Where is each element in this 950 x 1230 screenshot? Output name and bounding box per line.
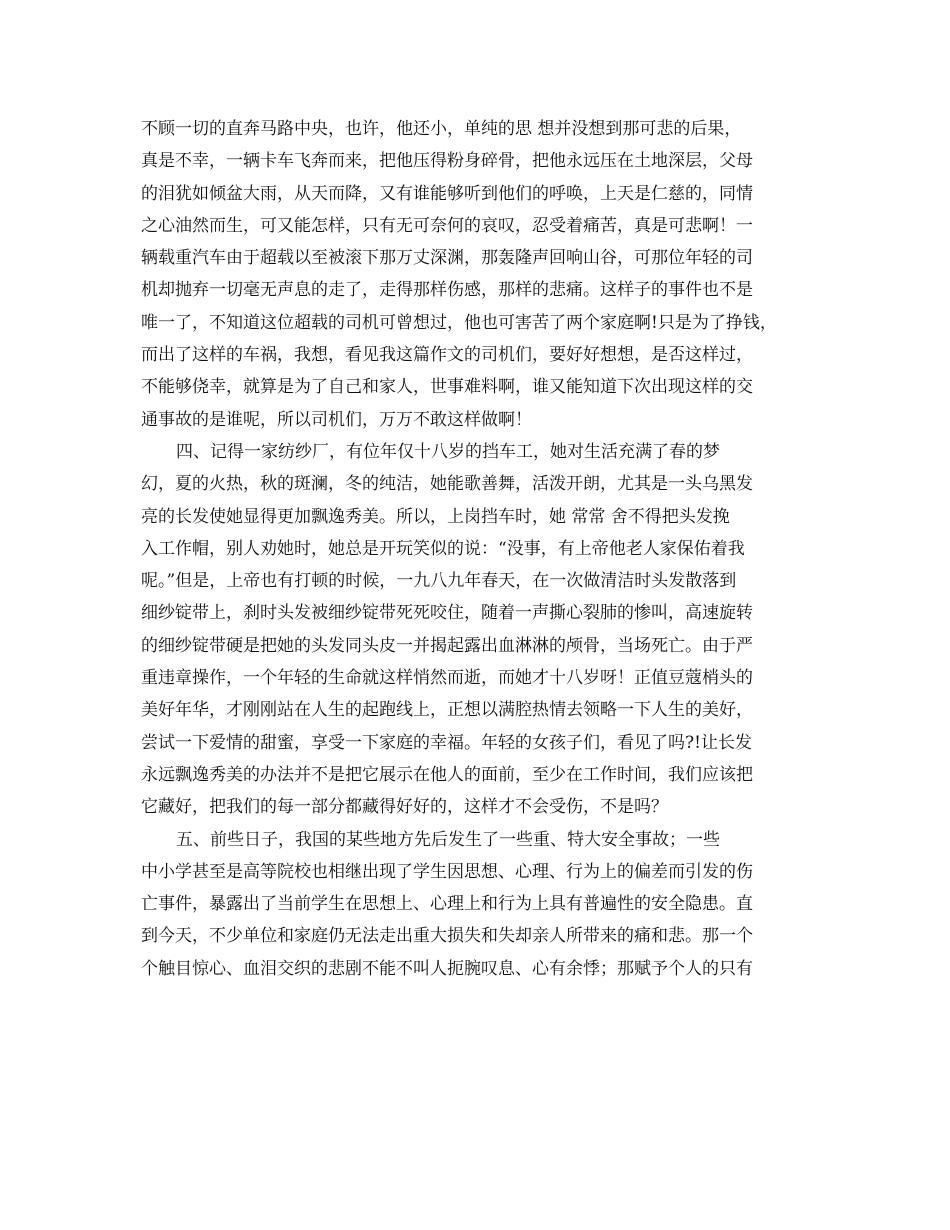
text-line: 唯一了，不知道这位超载的司机可曾想过，他也可害苦了两个家庭啊!只是为了挣钱， bbox=[141, 312, 777, 333]
text-line: 四、记得一家纺纱厂，有位年仅十八岁的挡车工，她对生活充满了春的梦 bbox=[176, 441, 720, 462]
text-line: 中小学甚至是高等院校也相继出现了学生因思想、心理、行为上的偏差而引发的伤 bbox=[141, 861, 753, 882]
text-line: 细纱锭带上，刹时头发被细纱锭带死死咬住，随着一声撕心裂肺的惨叫，高速旋转 bbox=[141, 603, 753, 624]
text-line: 个触目惊心、血泪交织的悲剧不能不叫人扼腕叹息、心有余悸；那赋予个人的只有 bbox=[141, 958, 753, 979]
text-line: 不顾一切的直奔马路中央，也许，他还小，单纯的思 想并没想到那可悲的后果， bbox=[141, 119, 742, 139]
text-line: 重违章操作，一个年轻的生命就这样悄然而逝，而她才十八岁呀！正值豆蔻梢头的 bbox=[141, 668, 753, 689]
text-line: 不能够侥幸，就算是为了自己和家人，世事难料啊，谁又能知道下次出现这样的交 bbox=[141, 377, 753, 398]
text-line: 辆载重汽车由于超载以至被滚下那万丈深渊，那轰隆声回响山谷，可那位年轻的司 bbox=[141, 248, 753, 269]
text-line: 亮的长发使她显得更加飘逸秀美。所以，上岗挡车时，她 常常 舍不得把头发挽 bbox=[141, 506, 730, 527]
text-line: 到今天，不少单位和家庭仍无法走出重大损失和失却亲人所带来的痛和悲。那一个 bbox=[141, 926, 753, 947]
text-line: 机却抛弃一切毫无声息的走了，走得那样伤感，那样的悲痛。这样子的事件也不是 bbox=[141, 280, 753, 301]
text-line: 的泪犹如倾盆大雨，从天而降，又有谁能够听到他们的呼唤，上天是仁慈的，同情 bbox=[141, 183, 753, 204]
text-line: 尝试一下爱情的甜蜜，享受一下家庭的幸福。年轻的女孩子们，看见了吗?!让长发 bbox=[141, 732, 752, 753]
text-line: 而出了这样的车祸，我想，看见我这篇作文的司机们，要好好想想，是否这样过， bbox=[141, 345, 753, 366]
text-line: 美好年华，才刚刚站在人生的起跑线上，正想以满腔热情去领略一下人生的美好， bbox=[141, 700, 753, 721]
text-line: 通事故的是谁呢，所以司机们，万万不敢这样做啊！ bbox=[141, 409, 532, 430]
text-line: 入工作帽，别人劝她时，她总是开玩笑似的说：“没事，有上帝他老人家保佑着我 bbox=[141, 538, 745, 559]
text-line: 呢。”但是，上帝也有打顿的时候，一九八九年春天，在一次做清洁时头发散落到 bbox=[141, 571, 737, 592]
text-line: 永远飘逸秀美的办法并不是把它展示在他人的面前，至少在工作时间，我们应该把 bbox=[141, 764, 753, 785]
text-line: 五、前些日子，我国的某些地方先后发生了一些重、特大安全事故；一些 bbox=[176, 829, 720, 850]
body-text bbox=[141, 113, 811, 985]
text-line: 真是不幸，一辆卡车飞奔而来，把他压得粉身碎骨，把他永远压在土地深层，父母 bbox=[141, 151, 753, 172]
text-line: 之心油然而生，可又能怎样，只有无可奈何的哀叹，忍受着痛苦，真是可悲啊！一 bbox=[141, 215, 753, 236]
text-line: 的细纱锭带硬是把她的头发同头皮一并揭起露出血淋淋的颅骨，当场死亡。由于严 bbox=[141, 635, 753, 656]
text-line: 亡事件，暴露出了当前学生在思想上、心理上和行为上具有普遍性的安全隐患。直 bbox=[141, 894, 753, 915]
text-line: 它藏好，把我们的每一部分都藏得好好的，这样才不会受伤，不是吗？ bbox=[141, 797, 668, 818]
text-line: 幻，夏的火热，秋的斑澜，冬的纯洁，她能歌善舞，活泼开朗，尤其是一头乌黑发 bbox=[141, 474, 753, 495]
